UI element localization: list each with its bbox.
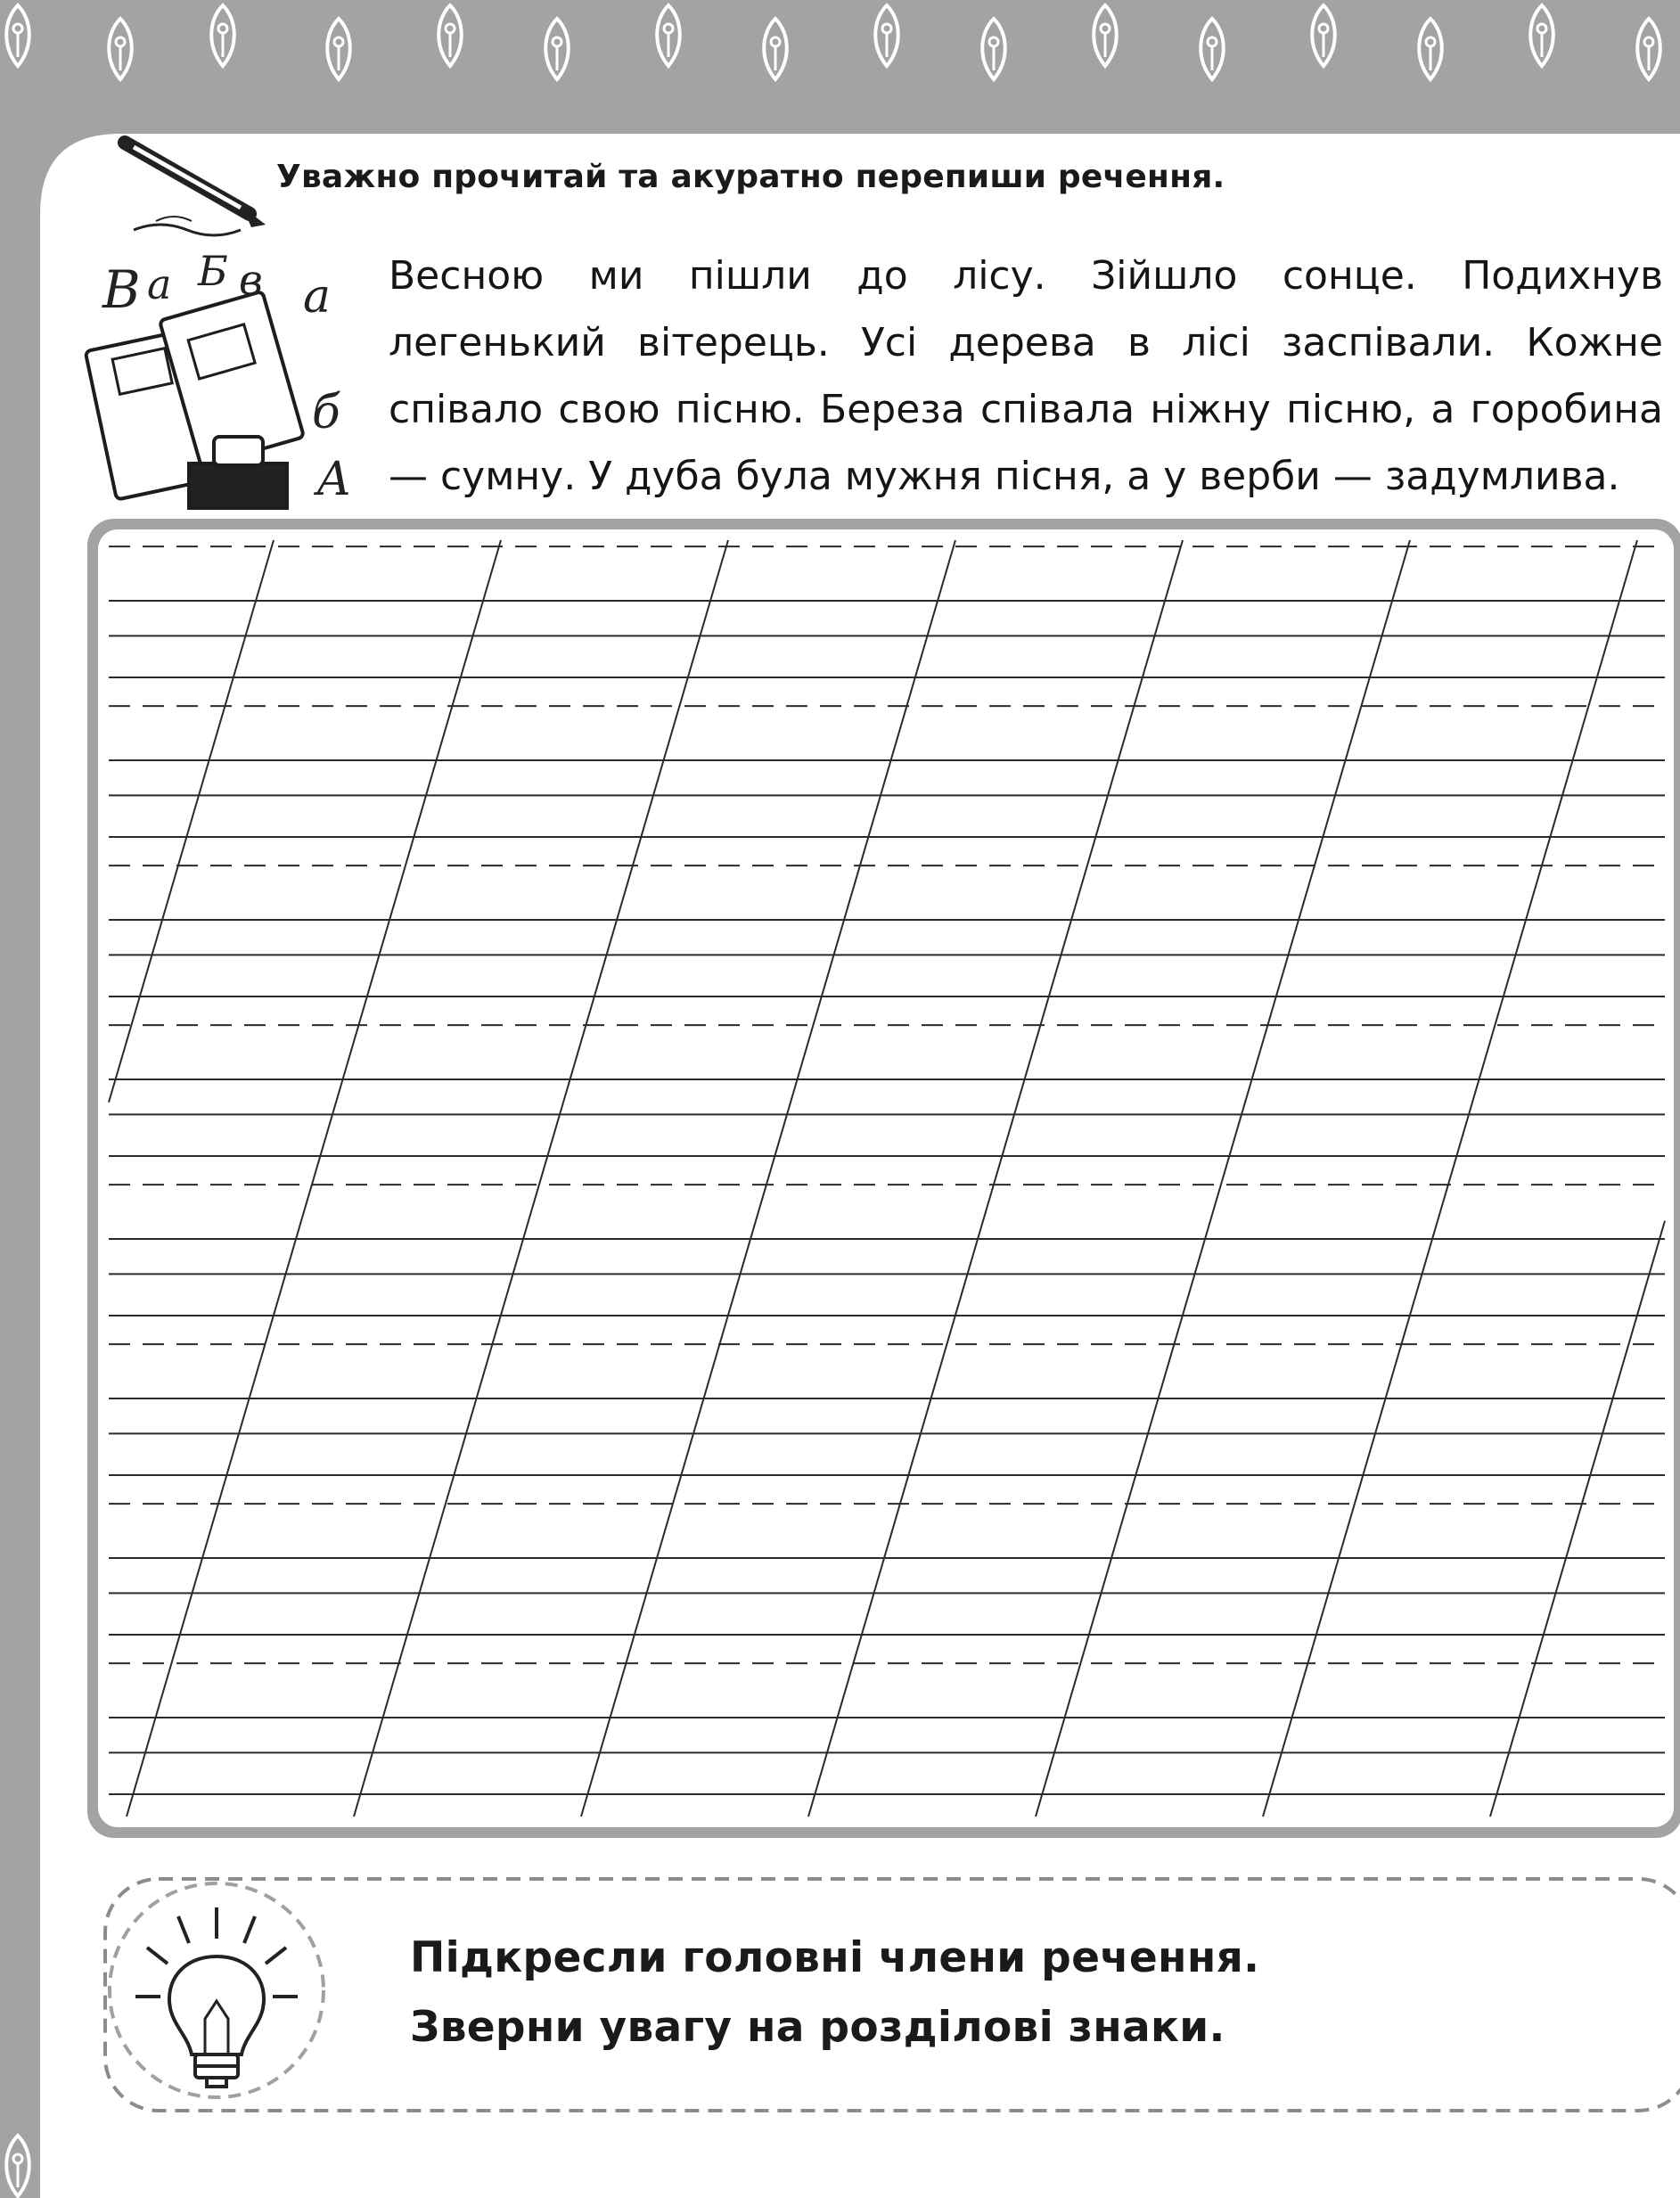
instruction-text: Уважно прочитай та акуратно перепиши речення.: [276, 159, 1225, 195]
svg-text:в: в: [239, 256, 263, 304]
notebooks-ink-letters-icon: [86, 247, 352, 508]
tip-line-1: Підкресли головні члени речення.: [410, 1933, 1260, 1982]
light-bulb-icon: [110, 1883, 324, 2097]
svg-text:А: А: [316, 453, 352, 506]
bottom-decor-pattern: [6, 2136, 1660, 2198]
writing-frame-inner: [98, 529, 1674, 1827]
svg-text:В: В: [102, 259, 141, 320]
svg-text:Б: Б: [198, 247, 228, 295]
passage-text: Весною ми пішли до лісу. Зійшло сонце. Подихнув легенький вітерець. Усі дерева в лісі заспівали. Кожне співало свою пісню. Береза співала ніжну пісню, а горобина — сумну. У дуба була мужня пісня, а у верби — задумлива.: [389, 253, 1663, 499]
fountain-pen-icon: [125, 143, 266, 235]
svg-text:а: а: [303, 270, 332, 324]
tip-line-2: Зверни увагу на розділові знаки.: [410, 2003, 1225, 2052]
svg-text:а: а: [147, 260, 172, 308]
tip-text: [410, 1923, 1259, 2063]
svg-text:б: б: [312, 386, 340, 439]
